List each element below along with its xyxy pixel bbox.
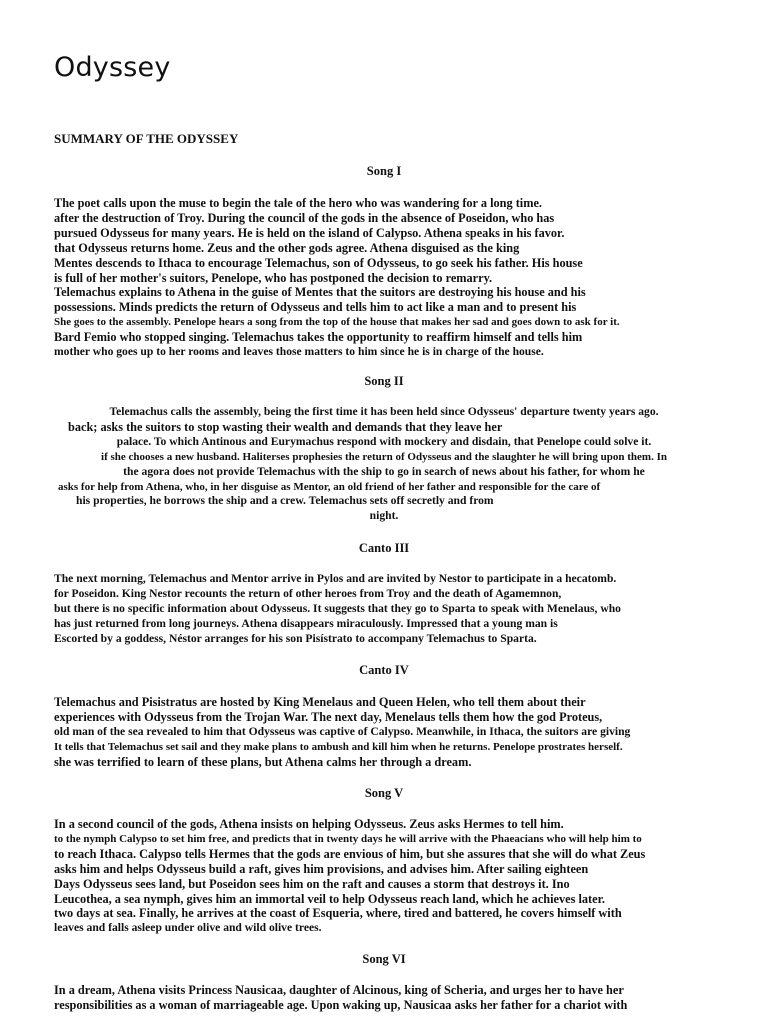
text-line: possessions. Minds predicts the return of Odysseus and tells him to act like a man and to present his [54,300,577,315]
text-line: but there is no specific information about Odysseus. It suggests that they go to Sparta to speak with Menelaus, who [54,601,621,615]
text-line: Telemachus and Pisistratus are hosted by King Menelaus and Queen Helen, who tell them about their [54,695,586,709]
section-body-song-5 [54,817,694,936]
section-title-canto-3: Canto III [358,541,410,555]
text-line: She goes to the assembly. Penelope hears a song from the top of the house that makes her sad and goes down to ask for it. [54,316,620,329]
text-line: two days at sea. Finally, he arrives at the coast of Esqueria, where, tired and battered, he covers himself with [54,906,622,921]
text-line: that Odysseus returns home. Zeus and the other gods agree. Athena disguised as the king [54,240,520,255]
text-line: Telemachus calls the assembly, being the first time it has been held since Odysseus' departure twenty years ago. [109,405,659,418]
text-line: It tells that Telemachus set sail and they make plans to ambush and kill him when he returns. Penelope prostrates herself. [54,740,623,753]
section-body-song-6 [54,983,694,1013]
section-body-canto-4 [54,695,694,770]
text-line: night. [369,509,399,523]
text-line: his properties, he borrows the ship and a crew. Telemachus sets off secretly and from [76,494,494,508]
text-line: In a second council of the gods, Athena insists on helping Odysseus. Zeus asks Hermes to tell him. [54,817,564,831]
document-title: Odyssey [54,52,171,83]
section-body-song-2 [54,405,694,524]
text-line: Telemachus explains to Athena in the guise of Mentes that the suitors are destroying his house and his [54,285,586,300]
text-line: for Poseidon. King Nestor recounts the return of other heroes from Troy and the death of Agamemnon, [54,586,562,600]
text-line: has just returned from long journeys. Athena disappears miraculously. Impressed that a young man is [54,616,558,630]
text-line: Bard Femio who stopped singing. Telemachus takes the opportunity to reaffirm himself and tells him [54,330,583,345]
text-line: to reach Ithaca. Calypso tells Hermes that the gods are envious of him, but she assures that she will do what Zeus [54,846,646,861]
text-line: leaves and falls asleep under olive and wild olive trees. [54,921,322,935]
text-line: to the nymph Calypso to set him free, and predicts that in twenty days he will arrive with the Phaeacians who will help him to [54,832,642,845]
text-line: Mentes descends to Ithaca to encourage Telemachus, son of Odysseus, to go seek his father. His house [54,255,583,270]
text-line: asks for help from Athena, who, in her disguise as Mentor, an old friend of her father and responsible for the care of [58,480,601,493]
text-line: In a dream, Athena visits Princess Nausicaa, daughter of Alcinous, king of Scheria, and urges her to have her [54,983,624,997]
section-title-canto-4: Canto IV [359,663,409,677]
section-title-song-5: Song V [364,786,404,800]
text-line: palace. To which Antinous and Eurymachus respond with mockery and disdain, that Penelope could solve it. [116,434,652,448]
text-line: The next morning, Telemachus and Mentor arrive in Pylos and are invited by Nestor to participate in a hecatomb. [54,572,617,585]
text-line: mother who goes up to her rooms and leaves those matters to him since he is in charge of the house. [54,345,544,359]
text-line: Leucothea, a sea nymph, gives him an immortal veil to help Odysseus reach land, which he achieves later. [54,891,605,906]
text-line: Escorted by a goddess, Néstor arranges for his son Pisístrato to accompany Telemachus to Sparta. [54,631,537,645]
section-title-song-1: Song I [366,164,402,178]
text-line: old man of the sea revealed to him that Odysseus was captive of Calypso. Meanwhile, in Ithaca, the suitors are giving [54,724,631,738]
text-line: Days Odysseus sees land, but Poseidon sees him on the raft and causes a storm that destroys it. Ino [54,876,570,891]
text-line: the agora does not provide Telemachus with the ship to go in search of news about his father, for whom he [123,464,645,478]
text-line: asks him and helps Odysseus build a raft, gives him provisions, and advises him. After sailing eighteen [54,861,589,876]
text-line: is full of her mother's suitors, Penelope, who has postponed the decision to remarry. [54,270,493,285]
text-line: responsibilities as a woman of marriageable age. Upon waking up, Nausicaa asks her father for a chariot with [54,997,628,1012]
text-line: The poet calls upon the muse to begin the tale of the hero who was wandering for a long time. [54,196,543,210]
text-line: back; asks the suitors to stop wasting their wealth and demands that they leave her [68,419,503,434]
text-line: she was terrified to learn of these plans, but Athena calms her through a dream. [54,754,472,769]
section-body-song-1 [54,196,694,360]
text-line: after the destruction of Troy. During the council of the gods in the absence of Poseidon, who has [54,210,555,225]
text-line: if she chooses a new husband. Haliterses prophesies the return of Odysseus and the slaughter he will bring upon them. In [101,450,667,463]
summary-heading: SUMMARY OF THE ODYSSEY [54,131,239,146]
text-line: experiences with Odysseus from the Trojan War. The next day, Menelaus tells them how the god Proteus, [54,709,603,724]
section-title-song-2: Song II [364,374,404,388]
section-title-song-6: Song VI [362,952,406,966]
section-body-canto-3 [54,572,694,647]
text-line: pursued Odysseus for many years. He is held on the island of Calypso. Athena speaks in his favor. [54,225,565,240]
